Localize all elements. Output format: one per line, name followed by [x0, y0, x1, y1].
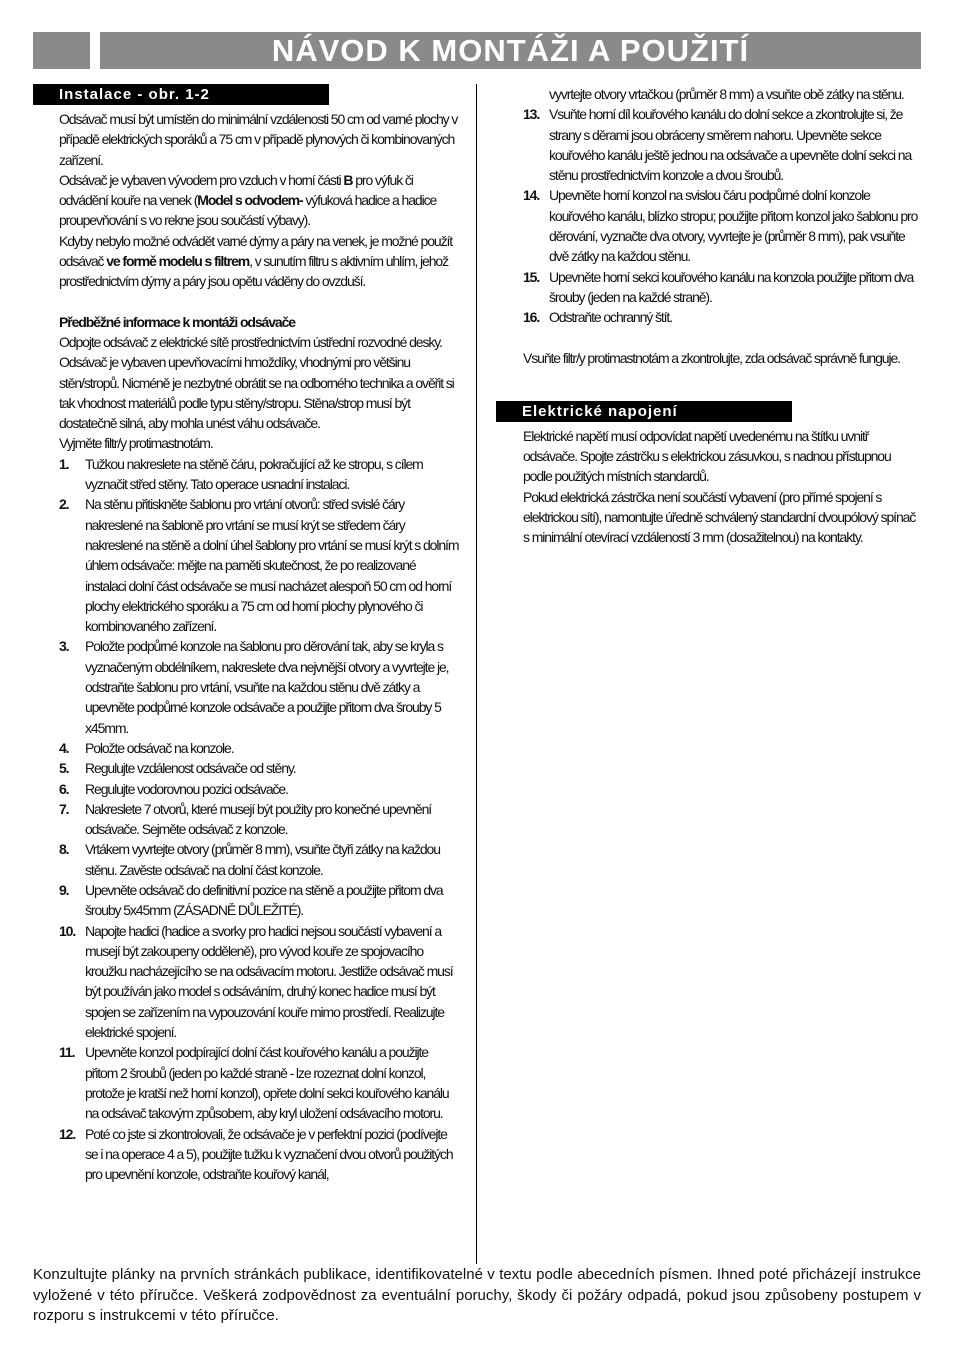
step-number: 2. — [59, 496, 69, 513]
step-item — [59, 738, 459, 758]
step-text: Odstraňte ochranný štít. — [549, 309, 673, 326]
right-continuation: vyvrtejte otvory vrtačkou (průměr 8 mm) a vsuňte obě zátky na stěnu. — [549, 86, 904, 102]
step-text: Položte odsávač na konzole. — [85, 739, 234, 756]
step-number: 8. — [59, 841, 69, 858]
right-steps-list — [496, 104, 921, 327]
step-text: Napojte hadici (hadice a svorky pro hadici nejsou součástí vybavení a musejí být zakoupeny odděleně), pro vývod kouře ze spojovacího kroužku nacházejícího se na odsávacím motoru. Jestliže odsávač musí být používán jako model s odsáváním, druhý konec hadice musí být spojen se zařízením na vypouzování kouře mimo prostředí. Realizujte elektrické spojení. — [85, 922, 453, 1041]
step-number: 9. — [59, 881, 69, 898]
step-item — [59, 839, 459, 880]
left-column — [33, 84, 459, 1184]
step-item — [59, 779, 459, 799]
install-heading: Instalace - obr. 1-2 — [33, 84, 329, 105]
step-item — [59, 758, 459, 778]
step-item — [59, 494, 459, 636]
step-text: Vsuňte horní díl kouřového kanálu do dolní sekce a zkontrolujte si, že strany s děrami jsou obráceny směrem nahoru. Upevněte sekce kouřového kanálu ještě jednou na odsávače a upevněte dolní sekci na stěnu prostřednictvím konzole a dvou šroubů. — [549, 106, 912, 184]
right-after-text: Vsuňte filtr/y protimastnotám a zkontrolujte, zda odsávač správně funguje. — [523, 349, 900, 366]
pre-heading: Předběžné informace k montáži odsávače — [59, 313, 295, 330]
step-number: 16. — [523, 309, 540, 326]
step-number: 4. — [59, 739, 69, 756]
step-text: Na stěnu přitiskněte šablonu pro vrtání otvorů: střed svislé čáry nakreslené na šabloně pro vrtání se musí krýt se středem čáry nakreslené na stěně a dolní úhel šablony pro vrtání se musí krýt s dolním úhlem odsávače: mějte na paměti skutečnost, že po realizované instalaci dolní část odsávače se musí nacházet alespoň 50 cm od horní plochy elektrického sporáku a 75 cm od horní plochy plynového či kombinovaného zařízení. — [85, 496, 459, 635]
page-title: NÁVOD K MONTÁŽI A POUŽITÍ — [100, 32, 921, 69]
header-left-block — [33, 32, 90, 69]
step-text: Upevněte horní sekci kouřového kanálu na konzola použijte přitom dva šrouby (jeden na každé straně). — [549, 268, 914, 305]
step-text: Upevněte odsávač do definitivní pozice na stěně a použijte přitom dva šrouby 5x45mm (ZÁSADNĚ DŮLEŽITÉ). — [85, 881, 443, 919]
install-paragraph-3: Kdyby nebylo možné odvádět varné dýmy a páry na venek, je možné použít odsávač ve formě modelu s filtrem, v sunutím filtru s aktivním uhlím, jehož prostřednictvím dýmy a páry jsou opětu váděny do ovzduší. — [59, 232, 453, 290]
step-item — [59, 1124, 459, 1185]
step-text: Tužkou nakreslete na stěně čáru, pokračující až ke stropu, s cílem vyznačit střed stěny. Tato operace usnadní instalaci. — [85, 455, 423, 493]
step-text: Regulujte vodorovnou pozici odsávače. — [85, 780, 288, 797]
pre-paragraph-1: Odpojte odsávač z elektrické sítě prostřednictvím ústřední rozvodné desky. — [59, 333, 442, 350]
step-text: Regulujte vzdálenost odsávače od stěny. — [85, 760, 296, 777]
step-item — [59, 799, 459, 840]
column-divider — [476, 84, 477, 1264]
step-item — [523, 104, 921, 185]
install-paragraph-2: Odsávač je vybaven vývodem pro vzduch v horní části B pro výfuk či odvádění kouře na venek (Model s odvodem- výfuková hadice a hadice proupevňování s vo rekne jsou součástí výbavy). — [59, 171, 437, 229]
step-number: 5. — [59, 760, 69, 777]
step-number: 15. — [523, 268, 540, 285]
step-number: 13. — [523, 106, 540, 123]
electric-paragraph-2: Pokud elektrická zástrčka není součástí vybavení (pro přímé spojení s elektrickou sítí), namontujte úředně schválený standardní dvoupólový spínač s minimální otevírací vzdáleností 3 mm (dosažitelnou) na kontakty. — [523, 488, 916, 546]
install-paragraph-1: Odsávač musí být umístěn do minimální vzdálenosti 50 cm od varné plochy v případě elektrických sporáků a 75 cm v případě plynových či kombinovaných zařízení. — [59, 111, 458, 168]
left-steps-list — [33, 454, 459, 1185]
step-item — [59, 454, 459, 495]
step-number: 14. — [523, 187, 540, 204]
pre-paragraph-2: Odsávač je vybaven upevňovacími hmoždíky, vhodnými pro většinu stěn/stropů. Nicméně je nezbytné obrátit se na odborného technika a ověřit si tak vhodnost materiálů podle typu stěny/stropu. Stěna/strop musí být dostatečně silná, aby mohla unést váhu odsávače. — [59, 354, 454, 432]
step-item — [59, 636, 459, 737]
step-number: 11. — [59, 1044, 75, 1061]
step-number: 7. — [59, 800, 69, 817]
step-item — [59, 880, 459, 921]
electric-heading: Elektrické napojení — [496, 401, 792, 422]
step-number: 6. — [59, 780, 69, 797]
step-text: Poté co jste si zkontrolovali, že odsávače je v perfektní pozici (podívejte se i na operace 4 a 5), použijte tužku k vyznačení dvou otvorů použitých pro upevnění konzole, odstraňte kouřový kanál, — [85, 1125, 453, 1183]
step-number: 10. — [59, 922, 76, 939]
step-item — [523, 267, 921, 308]
right-column — [496, 84, 921, 548]
step-item — [59, 921, 459, 1043]
pre-paragraph-3: Vyjměte filtr/y protimastnotám. — [59, 435, 213, 452]
step-number: 12. — [59, 1125, 76, 1142]
step-item — [59, 1042, 459, 1123]
step-number: 3. — [59, 638, 69, 655]
step-text: Upevněte konzol podpírající dolní část kouřového kanálu a použijte přitom 2 šroubů (jeden po každé straně - lze rozeznat dolní konzol, protože je kratší než horní konzol), opřete dolní sekci kouřového kanálu na odsávač takovým způsobem, aby kryl uložení odsávacího motoru. — [85, 1044, 449, 1122]
electric-paragraph-1: Elektrické napětí musí odpovídat napětí uvedenému na štítku uvnitř odsávače. Spojte zástrčku s elektrickou zásuvkou, s nadnou přístupnou podle použitých místních standardů. — [523, 427, 891, 485]
step-text: Nakreslete 7 otvorů, které musejí být použity pro konečné upevnění odsávače. Sejměte odsávač z konzole. — [85, 800, 432, 838]
footer-note: Konzultujte plánky na prvních stránkách publikace, identifikovatelné v textu podle abecedních písmen. Ihned poté přicházejí instrukce vyložené v této příručce. Veškerá zodpovědnost za eventuální poruchy, škody či požáry odpadá, pokud jsou způsobeny postupem v rozporu s instrukcemi v této příručce. — [33, 1266, 921, 1324]
step-number: 1. — [59, 455, 69, 472]
step-item — [523, 307, 921, 327]
step-text: Položte podpůrné konzole na šablonu pro děrování tak, aby se kryla s vyznačeným obdélníkem, nakreslete dva nejvnější otvory a vyvrtejte je, odstraňte šablonu pro vrtání, vsuňte na každou stěnu dvě zátky a upevněte podpůrné konzole odsávače a použijte přitom dva šrouby 5 x45mm. — [85, 638, 449, 736]
step-item — [523, 185, 921, 266]
step-text: Upevněte horní konzol na svislou čáru podpůrné dolní konzole kouřového kanálu, blízko stropu; použijte přitom konzol jako šablonu pro děrování, vyznačte dva otvory, vyvrtejte je (průměr 8 mm), pak vsuňte dvě zátky na každou stěnu. — [549, 187, 918, 265]
step-text: Vrtákem vyvrtejte otvory (průměr 8 mm), vsuňte čtyři zátky na každou stěnu. Zavěste odsávač na dolní část konzole. — [85, 841, 440, 878]
